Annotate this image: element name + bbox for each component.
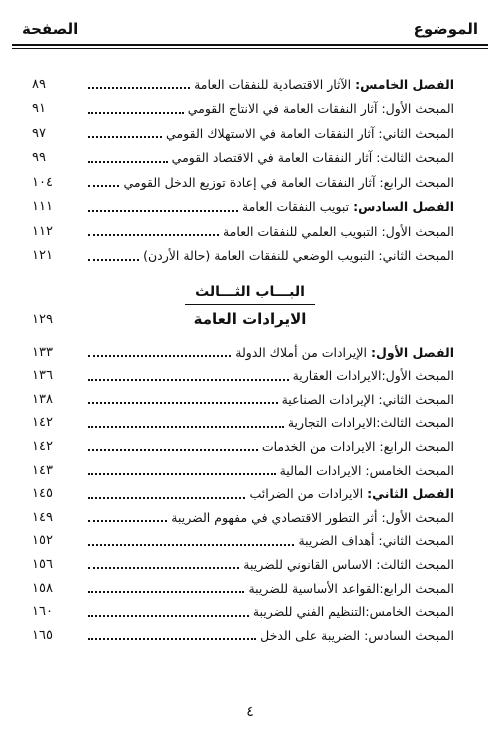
part-title-underline (185, 304, 315, 305)
toc-entry-label (143, 248, 454, 263)
toc-entry[interactable] (32, 412, 454, 434)
dot-leader (88, 355, 231, 357)
dot-leader (88, 234, 219, 236)
toc-page-number: ١٤٢ (32, 438, 53, 454)
toc-entry-title: الايرادات من الضرائب (249, 486, 368, 502)
toc-entry[interactable] (32, 553, 454, 575)
toc-entry-label (243, 557, 454, 572)
chapter-heading: الفصل الثاني: (367, 486, 454, 502)
toc-entry-label (280, 463, 454, 478)
dot-leader (88, 210, 238, 212)
toc-page-number: ١٤٣ (32, 462, 53, 478)
dot-leader (88, 259, 139, 261)
toc-entry-text (84, 463, 454, 478)
part-page-number: ١٢٩ (32, 312, 53, 327)
toc-entry-title: المبحث الثالث:الايرادات التجارية (287, 415, 454, 431)
toc-page-number: ١٥٦ (32, 556, 53, 572)
toc-entry-label (288, 415, 454, 430)
toc-entry[interactable] (32, 506, 454, 528)
chapter-heading: الفصل الخامس: (355, 76, 454, 92)
dot-leader (88, 379, 289, 381)
toc-entry-title: الإيرادات من أملاك الدولة (235, 344, 371, 360)
toc-entry-label (260, 628, 454, 643)
toc-entry-title: المبحث الثاني: آثار النفقات العامة في الاستهلاك القومي (166, 125, 454, 141)
dot-leader (88, 591, 244, 593)
toc-entry-text (84, 345, 454, 360)
header-rule-thick (12, 44, 488, 46)
toc-entry-label (282, 392, 454, 407)
toc-entry-label (235, 345, 454, 360)
toc-entry-label (249, 486, 454, 501)
toc-entry-label (223, 224, 454, 239)
part-subtitle: الايرادات العامة (193, 310, 307, 328)
dot-leader (88, 544, 294, 546)
toc-entry[interactable] (32, 365, 454, 387)
toc-page-number: ١٦٥ (32, 627, 53, 643)
toc-entry-title: المبحث الأول: آثار النفقات العامة في الانتاج القومي (187, 101, 454, 116)
toc-page-number: ١٥٨ (32, 580, 53, 596)
toc-page-number: ١٥٢ (32, 533, 53, 549)
topic-column-label: الموضوع (413, 20, 478, 38)
toc-entry-title: تبويب النفقات العامة (241, 199, 354, 214)
toc-entry-title: المبحث الثاني: الإيرادات الصناعية (281, 391, 454, 407)
toc-entry-text (84, 581, 454, 596)
toc-entry-label (194, 77, 454, 92)
toc-page-number: ١٣٣ (32, 344, 53, 360)
toc-page-number: ١٣٨ (32, 391, 53, 407)
toc-entry[interactable] (32, 459, 454, 481)
dot-leader (88, 426, 284, 428)
chapter-heading: الفصل السادس: (353, 199, 454, 214)
toc-page-number: ١٣٦ (32, 368, 53, 384)
dot-leader (88, 473, 276, 475)
page-number: ٤ (246, 704, 254, 720)
toc-page-number: ١٦٠ (32, 604, 53, 620)
toc-entry-text (84, 557, 454, 572)
dot-leader (88, 87, 190, 89)
toc-entry[interactable] (32, 98, 454, 120)
dot-leader (88, 112, 184, 114)
toc-entry-text (84, 415, 454, 430)
toc-page-number: ١٠٤ (32, 174, 53, 190)
toc-entry-label (242, 199, 454, 214)
toc-entry-text (84, 368, 454, 383)
toc-entry-title: المبحث الأول: التبويب العلمي للنفقات العامة (222, 223, 454, 239)
toc-entry-text (84, 628, 454, 643)
toc-entry[interactable] (32, 601, 454, 623)
header-rule-thin (12, 48, 488, 49)
toc-entry-text (84, 533, 454, 548)
toc-entry-text (84, 224, 454, 239)
toc-entry-text (84, 486, 454, 501)
toc-entry[interactable] (32, 341, 454, 363)
dot-leader (88, 497, 245, 499)
toc-page-number: ١١٢ (32, 223, 53, 239)
toc-entry-label (262, 439, 454, 454)
dot-leader (88, 161, 168, 163)
toc-entry-text (84, 101, 454, 116)
toc-entry-label (172, 150, 454, 165)
dot-leader (88, 615, 249, 617)
toc-entry[interactable] (32, 220, 454, 242)
toc-page-number: ٨٩ (32, 76, 46, 92)
toc-entry-label (166, 126, 454, 141)
toc-entry-label (171, 510, 454, 525)
toc-entry-text (84, 126, 454, 141)
toc-entry-title: الآثار الاقتصادية للنفقات العامة (194, 76, 356, 92)
toc-entry-label (123, 175, 454, 190)
toc-entry-text (84, 199, 454, 214)
toc-page-number: ٩٩ (32, 150, 46, 165)
toc-entry-label (298, 533, 454, 548)
toc-entry[interactable] (32, 245, 454, 267)
toc-entry[interactable] (32, 483, 454, 505)
toc-entry[interactable] (32, 122, 454, 144)
toc-entry-title: المبحث الخامس: الايرادات المالية (279, 462, 454, 478)
toc-entry-title: المبحث الأول:الايرادات العقارية (292, 368, 454, 384)
toc-entry[interactable] (32, 196, 454, 218)
toc-entry[interactable] (32, 171, 454, 193)
toc-entry-title: المبحث الرابع: آثار النفقات العامة في إعادة توزيع الدخل القومي (123, 174, 454, 190)
toc-entry[interactable] (32, 530, 454, 552)
toc-entry-text (84, 510, 454, 525)
toc-entry-label (253, 604, 454, 619)
toc-entry-title: المبحث الثاني: أهداف الضريبة (298, 533, 454, 549)
toc-page-number: ٩٧ (32, 125, 46, 141)
toc-entry-title: المبحث الثالث: الاساس القانوني للضريبة (243, 556, 454, 572)
toc-entry-text (84, 604, 454, 619)
dot-leader (88, 136, 162, 138)
toc-header (22, 14, 478, 38)
toc-entry[interactable] (32, 577, 454, 599)
page-column-label: الصفحة (22, 20, 79, 38)
chapter-heading: الفصل الأول: (370, 344, 454, 360)
toc-entry[interactable] (32, 388, 454, 410)
dot-leader (88, 638, 256, 640)
dot-leader (88, 402, 278, 404)
toc-entry-title: المبحث الخامس:التنظيم الفني للضريبة (252, 604, 454, 620)
toc-entry-text (84, 248, 454, 263)
toc-entry-title: المبحث الثاني: التبويب الوضعي للنفقات العامة (حالة الأردن) (143, 248, 454, 263)
toc-entry-label (248, 581, 454, 596)
toc-entry-text (84, 150, 454, 165)
toc-page-number: ٩١ (32, 101, 46, 116)
toc-page-number: ١٤٥ (32, 486, 53, 502)
part-title: البـــاب الثـــالث (195, 284, 305, 300)
toc-entry-text (84, 175, 454, 190)
toc-page-number: ١٤٢ (32, 415, 53, 431)
toc-entry[interactable] (32, 624, 454, 646)
toc-entry[interactable] (32, 147, 454, 169)
toc-entry[interactable] (32, 435, 454, 457)
toc-entry-title: المبحث السادس: الضريبة على الدخل (260, 627, 454, 643)
toc-entry[interactable] (32, 73, 454, 95)
toc-entry-text (84, 439, 454, 454)
dot-leader (88, 520, 167, 522)
toc-entry-label (293, 368, 454, 383)
toc-page-number: ١٤٩ (32, 509, 53, 525)
dot-leader (88, 185, 119, 187)
toc-entry-title: المبحث الثالث: آثار النفقات العامة في الاقتصاد القومي (171, 150, 454, 165)
toc-entry-label (188, 101, 454, 116)
toc-page-number: ١٢١ (32, 248, 53, 263)
dot-leader (88, 449, 258, 451)
toc-entry-title: المبحث الرابع: الايرادات من الخدمات (261, 438, 454, 454)
toc-page-number: ١١١ (32, 199, 53, 214)
toc-entry-text (84, 77, 454, 92)
toc-entry-title: المبحث الأول: أثر التطور الاقتصادي في مفهوم الضريبة (171, 509, 454, 525)
toc-entry-title: المبحث الرابع:القواعد الأساسية للضريبة (248, 580, 454, 596)
toc-entry-text (84, 392, 454, 407)
dot-leader (88, 567, 239, 569)
